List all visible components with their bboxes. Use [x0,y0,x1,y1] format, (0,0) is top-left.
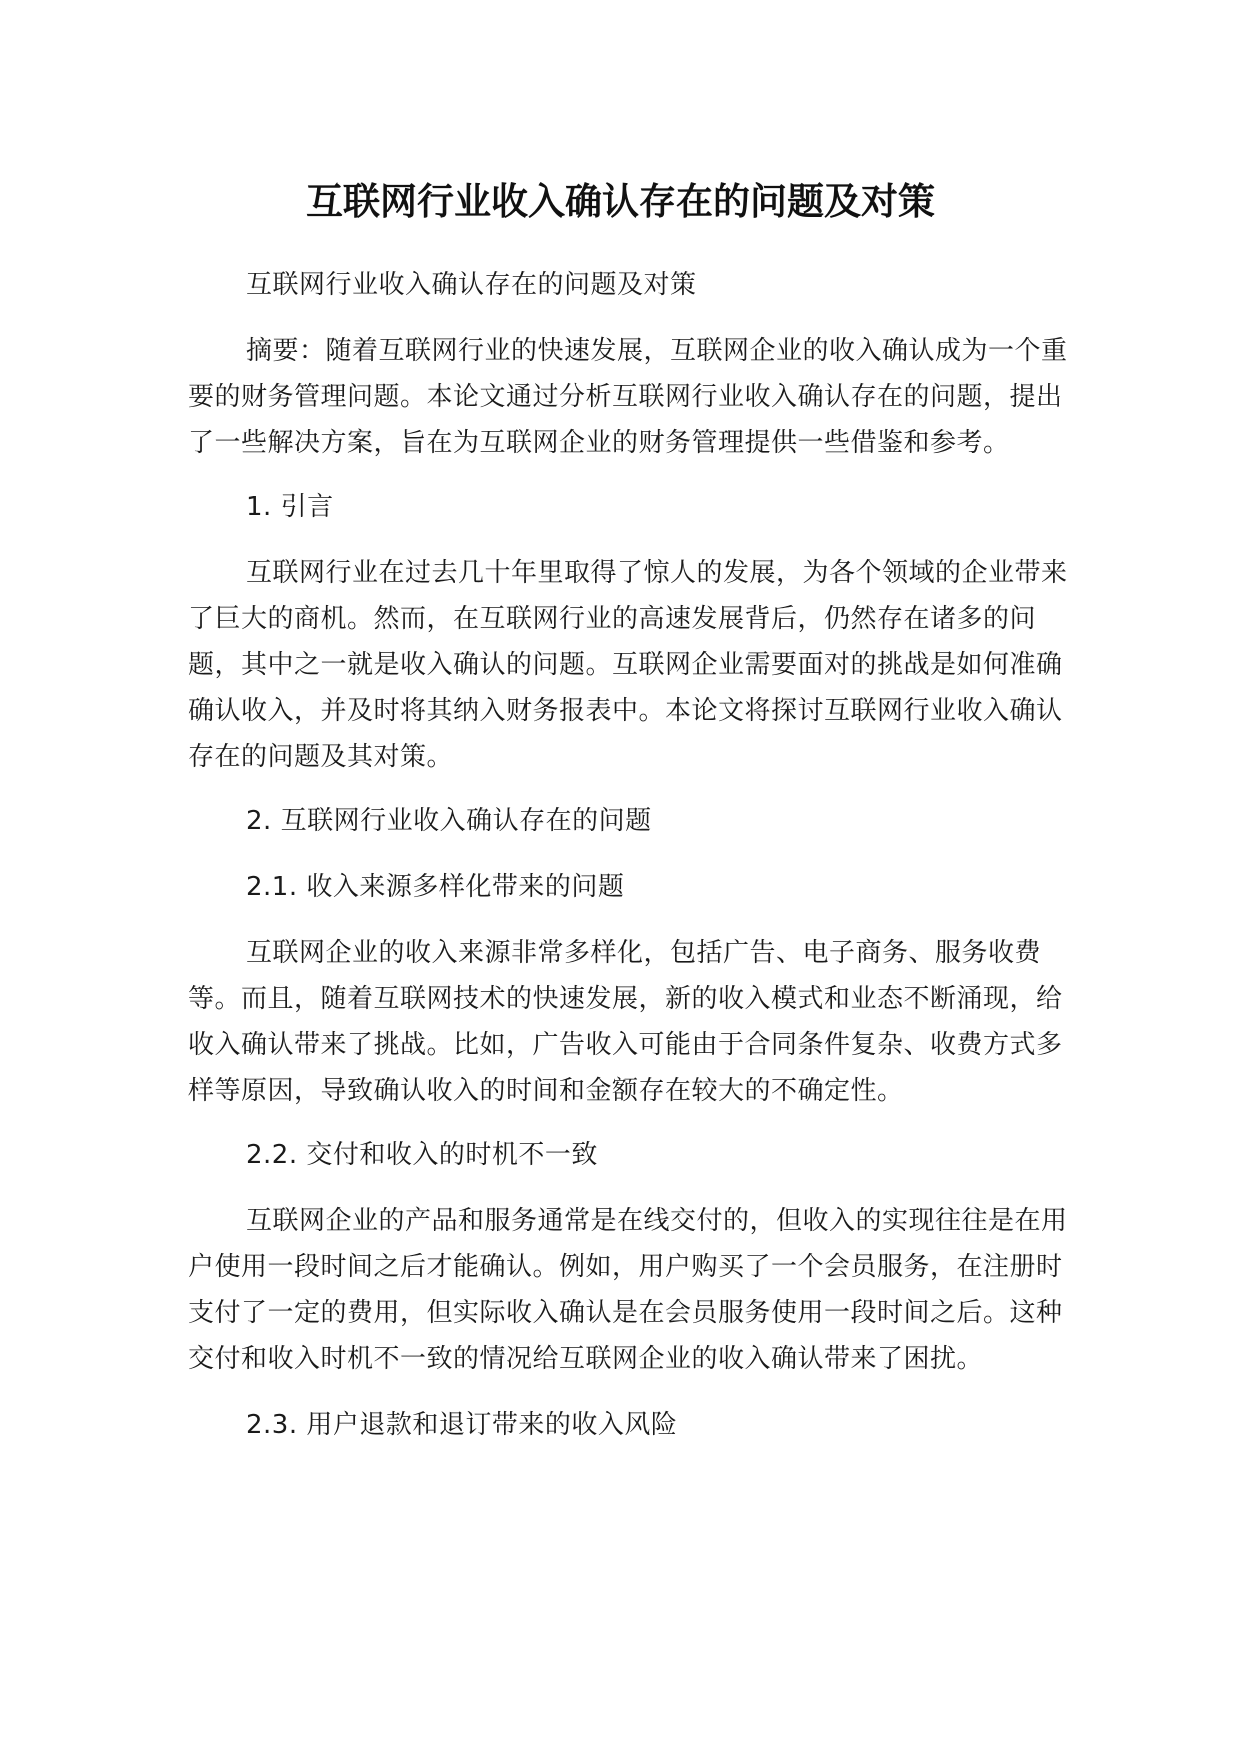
heading-section-2: 2. 互联网行业收入确认存在的问题 [246,806,652,836]
paragraph-introduction: 互联网行业在过去几十年里取得了惊人的发展，为各个领域的企业带来了巨大的商机。然而，在互联网行业的高速发展背后，仍然存在诸多的问题，其中之一就是收入确认的问题。互联网企业需要面对的挑战是如何准确确认收入，并及时将其纳入财务报表中。本论文将探讨互联网行业收入确认存在的问题及其对策。 [188,558,1068,772]
document-title: 互联网行业收入确认存在的问题及对策 [306,180,935,223]
heading-section-2-3: 2.3. 用户退款和退订带来的收入风险 [246,1410,678,1440]
heading-section-2-1: 2.1. 收入来源多样化带来的问题 [246,872,625,902]
paragraph-subtitle: 互联网行业收入确认存在的问题及对策 [246,270,697,300]
heading-introduction: 1. 引言 [246,492,334,522]
paragraph-abstract: 摘要：随着互联网行业的快速发展，互联网企业的收入确认成为一个重要的财务管理问题。本论文通过分析互联网行业收入确认存在的问题，提出了一些解决方案，旨在为互联网企业的财务管理提供一些借鉴和参考。 [188,336,1068,458]
heading-section-2-2: 2.2. 交付和收入的时机不一致 [246,1140,598,1170]
paragraph-section-2-1: 互联网企业的收入来源非常多样化，包括广告、电子商务、服务收费等。而且，随着互联网技术的快速发展，新的收入模式和业态不断涌现，给收入确认带来了挑战。比如，广告收入可能由于合同条件复杂、收费方式多样等原因，导致确认收入的时间和金额存在较大的不确定性。 [188,938,1063,1106]
document-body [188,262,1070,1448]
paragraph-section-2-2: 互联网企业的产品和服务通常是在线交付的，但收入的实现往往是在用户使用一段时间之后才能确认。例如，用户购买了一个会员服务，在注册时支付了一定的费用，但实际收入确认是在会员服务使用一段时间之后。这种交付和收入时机不一致的情况给互联网企业的收入确认带来了困扰。 [188,1206,1068,1374]
